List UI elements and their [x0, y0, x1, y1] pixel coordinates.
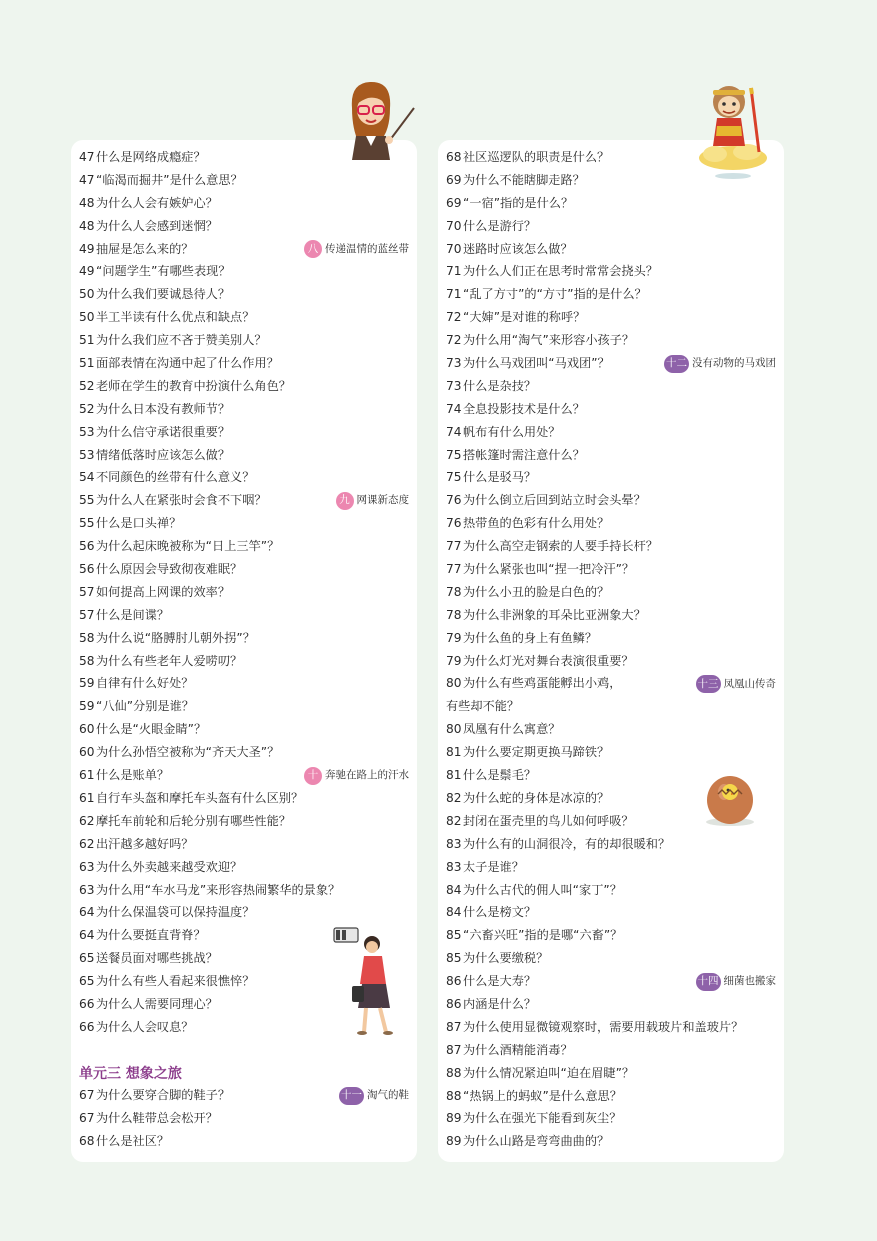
- toc-entry[interactable]: [446, 993, 778, 1016]
- page-number: 87: [446, 1042, 462, 1057]
- question-text: 社区巡逻队的职责是什么？: [463, 150, 610, 164]
- question-text: 出汗越多越好吗？: [96, 836, 194, 851]
- question-text: 为什么使用显微镜观察时，需要用载玻片和盖玻片？: [463, 1019, 744, 1034]
- question-text: 为什么要定期更换马蹄铁？: [463, 745, 610, 760]
- question-text: 自律有什么好处？: [96, 676, 194, 691]
- page-number: 53: [79, 447, 95, 462]
- page-number: 55: [79, 493, 95, 508]
- question-text: 为什么人会有嫉妒心？: [96, 195, 218, 210]
- unit-heading: 单元三 想象之旅: [79, 1066, 182, 1082]
- question-text: 为什么保温袋可以保持温度？: [96, 905, 255, 920]
- chapter-tag: [664, 353, 776, 374]
- page-number: 73: [446, 356, 462, 371]
- toc-entry[interactable]: [446, 741, 778, 764]
- question-text: 为什么人在紧张时会食不下咽？: [96, 493, 267, 508]
- question-text-continued: 有些却不能？: [446, 699, 520, 714]
- question-text: 抽屉是怎么来的？: [96, 241, 194, 256]
- page-number: 65: [79, 951, 95, 966]
- page-number: 75: [446, 470, 462, 485]
- question-text: 为什么不能瞎脚走路？: [463, 172, 585, 187]
- question-text: 什么是驳马？: [463, 470, 537, 485]
- page-number: 89: [446, 1111, 462, 1126]
- page-number: 58: [79, 630, 95, 645]
- question-text: “临渴而掘井”是什么意思？: [96, 172, 243, 187]
- page-number: 51: [79, 333, 95, 348]
- page-number: 67: [79, 1110, 95, 1125]
- question-text: 为什么有的山洞很冷，有的却很暖和？: [463, 836, 671, 851]
- chapter-title: 凤凰山传奇: [723, 677, 776, 690]
- question-text: 为什么用“车水马龙”来形容热闹繁华的景象？: [96, 882, 341, 897]
- question-text: 迷路时应该怎么做？: [463, 241, 573, 256]
- question-text: “大婶”是对谁的称呼？: [463, 310, 586, 325]
- question-text: 不同颜色的丝带有什么意义？: [96, 470, 255, 485]
- toc-entry[interactable]: [79, 352, 411, 375]
- page-number: 74: [446, 401, 462, 416]
- page-number: 48: [79, 195, 95, 210]
- toc-entry[interactable]: [79, 215, 411, 238]
- toc-entry[interactable]: [79, 512, 411, 535]
- page-number: 88: [446, 1088, 462, 1103]
- chapter-tag: [696, 971, 777, 992]
- chapter-tag: [336, 490, 410, 511]
- toc-entry[interactable]: [446, 260, 778, 283]
- question-text: 太子是谁？: [463, 859, 524, 874]
- toc-entry[interactable]: [446, 238, 778, 261]
- toc-entry[interactable]: [446, 283, 778, 306]
- question-text: 为什么倒立后回到站立时会头晕？: [463, 493, 646, 508]
- toc-entry[interactable]: [79, 627, 411, 650]
- page-number: 59: [79, 699, 95, 714]
- toc-entry[interactable]: [446, 947, 778, 970]
- page-number: 86: [446, 974, 462, 989]
- toc-entry[interactable]: [446, 627, 778, 650]
- question-text: 为什么有些人看起来很憔悴？: [96, 974, 255, 989]
- question-text: 送餐员面对哪些挑战？: [96, 951, 218, 966]
- question-text: 为什么非洲象的耳朵比亚洲象大？: [463, 607, 646, 622]
- question-text: 什么是口头禅？: [96, 516, 182, 531]
- toc-entry[interactable]: [446, 1039, 778, 1062]
- question-text: 为什么山路是弯弯曲曲的？: [463, 1134, 610, 1149]
- question-text: 为什么要挺直背脊？: [96, 928, 206, 943]
- chapter-title: 网课新态度: [356, 494, 409, 507]
- page-number: 71: [446, 264, 462, 279]
- toc-entry[interactable]: [446, 833, 778, 856]
- question-text: 自行车头盔和摩托车头盔有什么区别？: [96, 790, 304, 805]
- page-number: 52: [79, 401, 95, 416]
- question-text: 为什么在强光下能看到灰尘？: [463, 1111, 622, 1126]
- page-number: 58: [79, 653, 95, 668]
- teacher-illustration: [340, 78, 418, 168]
- page-number: 66: [79, 996, 95, 1011]
- question-text: 为什么人会感到迷惘？: [96, 218, 218, 233]
- question-text: 为什么孙悟空被称为“齐天大圣”？: [96, 745, 280, 760]
- page-number: 51: [79, 356, 95, 371]
- question-text: 什么原因会导致彻夜难眠？: [96, 562, 243, 577]
- toc-entry[interactable]: [79, 169, 411, 192]
- question-text: 为什么用“淘气”来形容小孩子？: [463, 333, 635, 348]
- question-text: 什么是账单？: [96, 768, 170, 783]
- chapter-number-badge: 十一: [339, 1087, 364, 1105]
- page-number: 61: [79, 768, 95, 783]
- toc-entry[interactable]: [446, 398, 778, 421]
- page-number: 49: [79, 264, 95, 279]
- chapter-title: 奔驰在路上的汗水: [325, 769, 409, 782]
- question-text: 为什么我们应不吝于赞美别人？: [96, 333, 267, 348]
- toc-entry[interactable]: [79, 672, 411, 695]
- page-number: 55: [79, 516, 95, 531]
- page-number: 56: [79, 539, 95, 554]
- right-question-list: [446, 146, 778, 1153]
- page-number: 54: [79, 470, 95, 485]
- toc-entry[interactable]: [79, 260, 411, 283]
- toc-entry[interactable]: [446, 672, 778, 718]
- question-text: 为什么蛇的身体是冰凉的？: [463, 790, 610, 805]
- toc-entry[interactable]: [79, 1084, 411, 1107]
- question-text: 什么是社区？: [96, 1133, 170, 1148]
- toc-entry[interactable]: [446, 215, 778, 238]
- toc-entry[interactable]: [79, 787, 411, 810]
- chapter-tag: [339, 1085, 409, 1106]
- question-text: 为什么古代的佣人叫“家丁”？: [463, 882, 622, 897]
- question-text: “八仙”分别是谁？: [96, 699, 194, 714]
- page-number: 68: [79, 1133, 95, 1148]
- page-number: 60: [79, 745, 95, 760]
- page-number: 87: [446, 1019, 462, 1034]
- page-number: 62: [79, 813, 95, 828]
- question-text: 搭帐篷时需注意什么？: [463, 447, 585, 462]
- toc-entry[interactable]: [79, 329, 411, 352]
- page-number: 85: [446, 928, 462, 943]
- page-number: 84: [446, 882, 462, 897]
- question-text: 为什么灯光对舞台表演很重要？: [463, 653, 634, 668]
- toc-entry[interactable]: [79, 375, 411, 398]
- page-number: 68: [446, 150, 462, 164]
- question-text: 什么是鬃毛？: [463, 768, 537, 783]
- page-number: 81: [446, 768, 462, 783]
- toc-entry[interactable]: [446, 444, 778, 467]
- page-number: 74: [446, 424, 462, 439]
- toc-entry[interactable]: [446, 856, 778, 879]
- question-text: “乱了方寸”的“方寸”指的是什么？: [463, 287, 647, 302]
- toc-entry[interactable]: [79, 901, 411, 924]
- page-number: 47: [79, 150, 95, 164]
- page-number: 88: [446, 1065, 462, 1080]
- page-number: 76: [446, 516, 462, 531]
- page-number: 67: [79, 1088, 95, 1102]
- page-number: 49: [79, 241, 95, 256]
- page-number: 80: [446, 676, 462, 691]
- question-text: 什么是榜文？: [463, 905, 537, 920]
- page-number: 84: [446, 905, 462, 920]
- toc-entry[interactable]: [79, 581, 411, 604]
- toc-entry[interactable]: [79, 879, 411, 902]
- left-question-list: [79, 146, 411, 1039]
- page-number: 59: [79, 676, 95, 691]
- page-number: 71: [446, 287, 462, 302]
- question-text: 老师在学生的教育中扮演什么角色？: [96, 378, 291, 393]
- toc-entry[interactable]: [446, 1016, 778, 1039]
- toc-entry[interactable]: [446, 604, 778, 627]
- question-text: “一宿”指的是什么？: [463, 195, 574, 210]
- toc-entry[interactable]: [79, 466, 411, 489]
- page-number: 75: [446, 447, 462, 462]
- page-number: 64: [79, 905, 95, 920]
- page-number: 62: [79, 836, 95, 851]
- question-text: 帆布有什么用处？: [463, 424, 561, 439]
- question-text: “六畜兴旺”指的是哪“六畜”？: [463, 928, 623, 943]
- chapter-title: 淘气的鞋: [367, 1089, 409, 1102]
- question-text: 为什么酒精能消毒？: [463, 1042, 573, 1057]
- toc-entry[interactable]: [79, 558, 411, 581]
- question-text: 摩托车前轮和后轮分别有哪些性能？: [96, 813, 291, 828]
- toc-entry[interactable]: [446, 489, 778, 512]
- toc-entry[interactable]: [446, 329, 778, 352]
- page-number: 76: [446, 493, 462, 508]
- page-number: 78: [446, 584, 462, 599]
- question-text: 为什么高空走钢索的人要手持长杆？: [463, 539, 658, 554]
- toc-entry[interactable]: [446, 970, 778, 993]
- toc-entry[interactable]: [446, 1107, 778, 1130]
- chapter-title: 细菌也搬家: [723, 975, 776, 988]
- page-number: 60: [79, 722, 95, 737]
- page-number: 85: [446, 951, 462, 966]
- chapter-number-badge: 八: [304, 240, 322, 258]
- question-text: 为什么鱼的身上有鱼鳞？: [463, 630, 598, 645]
- chapter-tag: [696, 673, 777, 694]
- page-number: 52: [79, 378, 95, 393]
- question-text: 为什么人需要同理心？: [96, 996, 218, 1011]
- toc-entry[interactable]: [446, 512, 778, 535]
- tired-worker-illustration: [330, 924, 410, 1039]
- question-text: 情绪低落时应该怎么做？: [96, 447, 231, 462]
- question-text: 凤凰有什么寓意？: [463, 722, 561, 737]
- toc-entry[interactable]: [446, 1085, 778, 1108]
- page-number: 70: [446, 241, 462, 256]
- question-text: 什么是网络成瘾症？: [96, 150, 206, 164]
- question-text: 为什么鞋带总会松开？: [96, 1110, 218, 1125]
- question-text: 什么是游行？: [463, 218, 537, 233]
- toc-entry[interactable]: [79, 695, 411, 718]
- question-text: 为什么我们要诚恳待人？: [96, 287, 231, 302]
- question-text: 什么是大寿？: [463, 974, 537, 989]
- page-number: 63: [79, 859, 95, 874]
- toc-entry[interactable]: [446, 1062, 778, 1085]
- toc-entry[interactable]: [446, 375, 778, 398]
- page-number: 61: [79, 790, 95, 805]
- page-number: 89: [446, 1134, 462, 1149]
- question-text: “问题学生”有哪些表现？: [96, 264, 231, 279]
- toc-entry[interactable]: [79, 238, 411, 261]
- question-text: 全息投影技术是什么？: [463, 401, 585, 416]
- page-number: 72: [446, 333, 462, 348]
- question-text: 为什么有些老年人爱唠叨？: [96, 653, 243, 668]
- chapter-number-badge: 九: [336, 492, 354, 510]
- page-number: 79: [446, 630, 462, 645]
- page-number: 53: [79, 424, 95, 439]
- toc-entry[interactable]: [79, 398, 411, 421]
- chapter-tag: [304, 239, 409, 260]
- page-number: 56: [79, 562, 95, 577]
- toc-entry[interactable]: [446, 535, 778, 558]
- question-text: 内涵是什么？: [463, 996, 537, 1011]
- question-text: 为什么紧张也叫“捏一把冷汗”？: [463, 562, 635, 577]
- toc-entry[interactable]: [446, 466, 778, 489]
- question-text: 为什么有些鸡蛋能孵出小鸡，: [463, 676, 622, 691]
- toc-entry[interactable]: [446, 558, 778, 581]
- right-toc-panel: [438, 140, 784, 1162]
- page-number: 50: [79, 287, 95, 302]
- page-number: 77: [446, 562, 462, 577]
- page-number: 80: [446, 722, 462, 737]
- toc-entry[interactable]: [446, 192, 778, 215]
- question-text: 为什么要缴税？: [463, 951, 549, 966]
- chapter-number-badge: 十四: [696, 973, 721, 991]
- question-text: 为什么起床晚被称为“日上三竿”？: [96, 539, 280, 554]
- page-number: 83: [446, 836, 462, 851]
- page-number: 77: [446, 539, 462, 554]
- question-text: 为什么说“胳膊肘儿朝外拐”？: [96, 630, 255, 645]
- page-number: 66: [79, 1019, 95, 1034]
- toc-entry[interactable]: [446, 924, 778, 947]
- question-text: “热锅上的蚂蚁”是什么意思？: [463, 1088, 622, 1103]
- page-number: 82: [446, 813, 462, 828]
- unit-three-question-list: [79, 1084, 411, 1153]
- question-text: 为什么人会叹息？: [96, 1019, 194, 1034]
- toc-entry[interactable]: [79, 856, 411, 879]
- toc-entry[interactable]: [79, 535, 411, 558]
- toc-entry[interactable]: [79, 741, 411, 764]
- question-text: 为什么日本没有教师节？: [96, 401, 231, 416]
- question-text: 为什么小丑的脸是白色的？: [463, 584, 610, 599]
- toc-entry[interactable]: [79, 192, 411, 215]
- page-number: 69: [446, 172, 462, 187]
- chapter-title: 传递温情的蓝丝带: [325, 242, 409, 255]
- toc-entry[interactable]: [446, 306, 778, 329]
- question-text: 半工半读有什么优点和缺点？: [96, 310, 255, 325]
- toc-entry[interactable]: [446, 718, 778, 741]
- page-number: 83: [446, 859, 462, 874]
- toc-entry[interactable]: [446, 352, 778, 375]
- toc-entry[interactable]: [79, 421, 411, 444]
- toc-entry[interactable]: [79, 650, 411, 673]
- page-number: 57: [79, 607, 95, 622]
- toc-entry[interactable]: [79, 810, 411, 833]
- toc-entry[interactable]: [79, 306, 411, 329]
- page-number: 57: [79, 584, 95, 599]
- toc-entry[interactable]: [79, 604, 411, 627]
- toc-entry[interactable]: [79, 718, 411, 741]
- toc-entry[interactable]: [446, 421, 778, 444]
- toc-entry[interactable]: [446, 650, 778, 673]
- question-text: 为什么情况紧迫叫“迫在眉睫”？: [463, 1065, 635, 1080]
- question-text: 热带鱼的色彩有什么用处？: [463, 516, 610, 531]
- page-number: 73: [446, 378, 462, 393]
- question-text: 如何提高上网课的效率？: [96, 584, 231, 599]
- chapter-number-badge: 十: [304, 767, 322, 785]
- chapter-number-badge: 十三: [696, 675, 721, 693]
- page-number: 70: [446, 218, 462, 233]
- chapter-tag: [304, 765, 409, 786]
- toc-entry[interactable]: [446, 581, 778, 604]
- monkey-king-illustration: [695, 80, 775, 185]
- page-number: 81: [446, 745, 462, 760]
- page-number: 78: [446, 607, 462, 622]
- question-text: 为什么外卖越来越受欢迎？: [96, 859, 243, 874]
- page-number: 63: [79, 882, 95, 897]
- page-number: 69: [446, 195, 462, 210]
- question-text: 封闭在蛋壳里的鸟儿如何呼吸？: [463, 813, 634, 828]
- toc-entry[interactable]: [446, 879, 778, 902]
- toc-entry[interactable]: [446, 901, 778, 924]
- page-number: 48: [79, 218, 95, 233]
- question-text: 什么是间谍？: [96, 607, 170, 622]
- question-text: 为什么信守承诺很重要？: [96, 424, 231, 439]
- page-number: 82: [446, 790, 462, 805]
- toc-entry[interactable]: [79, 283, 411, 306]
- question-text: 为什么人们正在思考时常常会挠头？: [463, 264, 658, 279]
- page-number: 47: [79, 172, 95, 187]
- toc-entry[interactable]: [79, 1130, 411, 1153]
- toc-entry[interactable]: [79, 764, 411, 787]
- hatching-egg-illustration: [700, 770, 762, 828]
- question-text: 面部表情在沟通中起了什么作用？: [96, 356, 279, 371]
- chapter-number-badge: 十二: [664, 355, 689, 373]
- toc-entry[interactable]: [79, 1107, 411, 1130]
- question-text: 为什么要穿合脚的鞋子？: [96, 1088, 231, 1102]
- page-number: 65: [79, 974, 95, 989]
- page-number: 79: [446, 653, 462, 668]
- toc-entry[interactable]: [446, 1130, 778, 1153]
- toc-entry[interactable]: [79, 489, 411, 512]
- page-number: 64: [79, 928, 95, 943]
- question-text: 什么是杂技？: [463, 378, 537, 393]
- question-text: 为什么马戏团叫“马戏团”？: [463, 356, 610, 371]
- page-number: 50: [79, 310, 95, 325]
- page-number: 72: [446, 310, 462, 325]
- toc-entry[interactable]: [79, 833, 411, 856]
- toc-entry[interactable]: [79, 444, 411, 467]
- chapter-title: 没有动物的马戏团: [692, 357, 776, 370]
- question-text: 什么是“火眼金睛”？: [96, 722, 207, 737]
- page-number: 86: [446, 996, 462, 1011]
